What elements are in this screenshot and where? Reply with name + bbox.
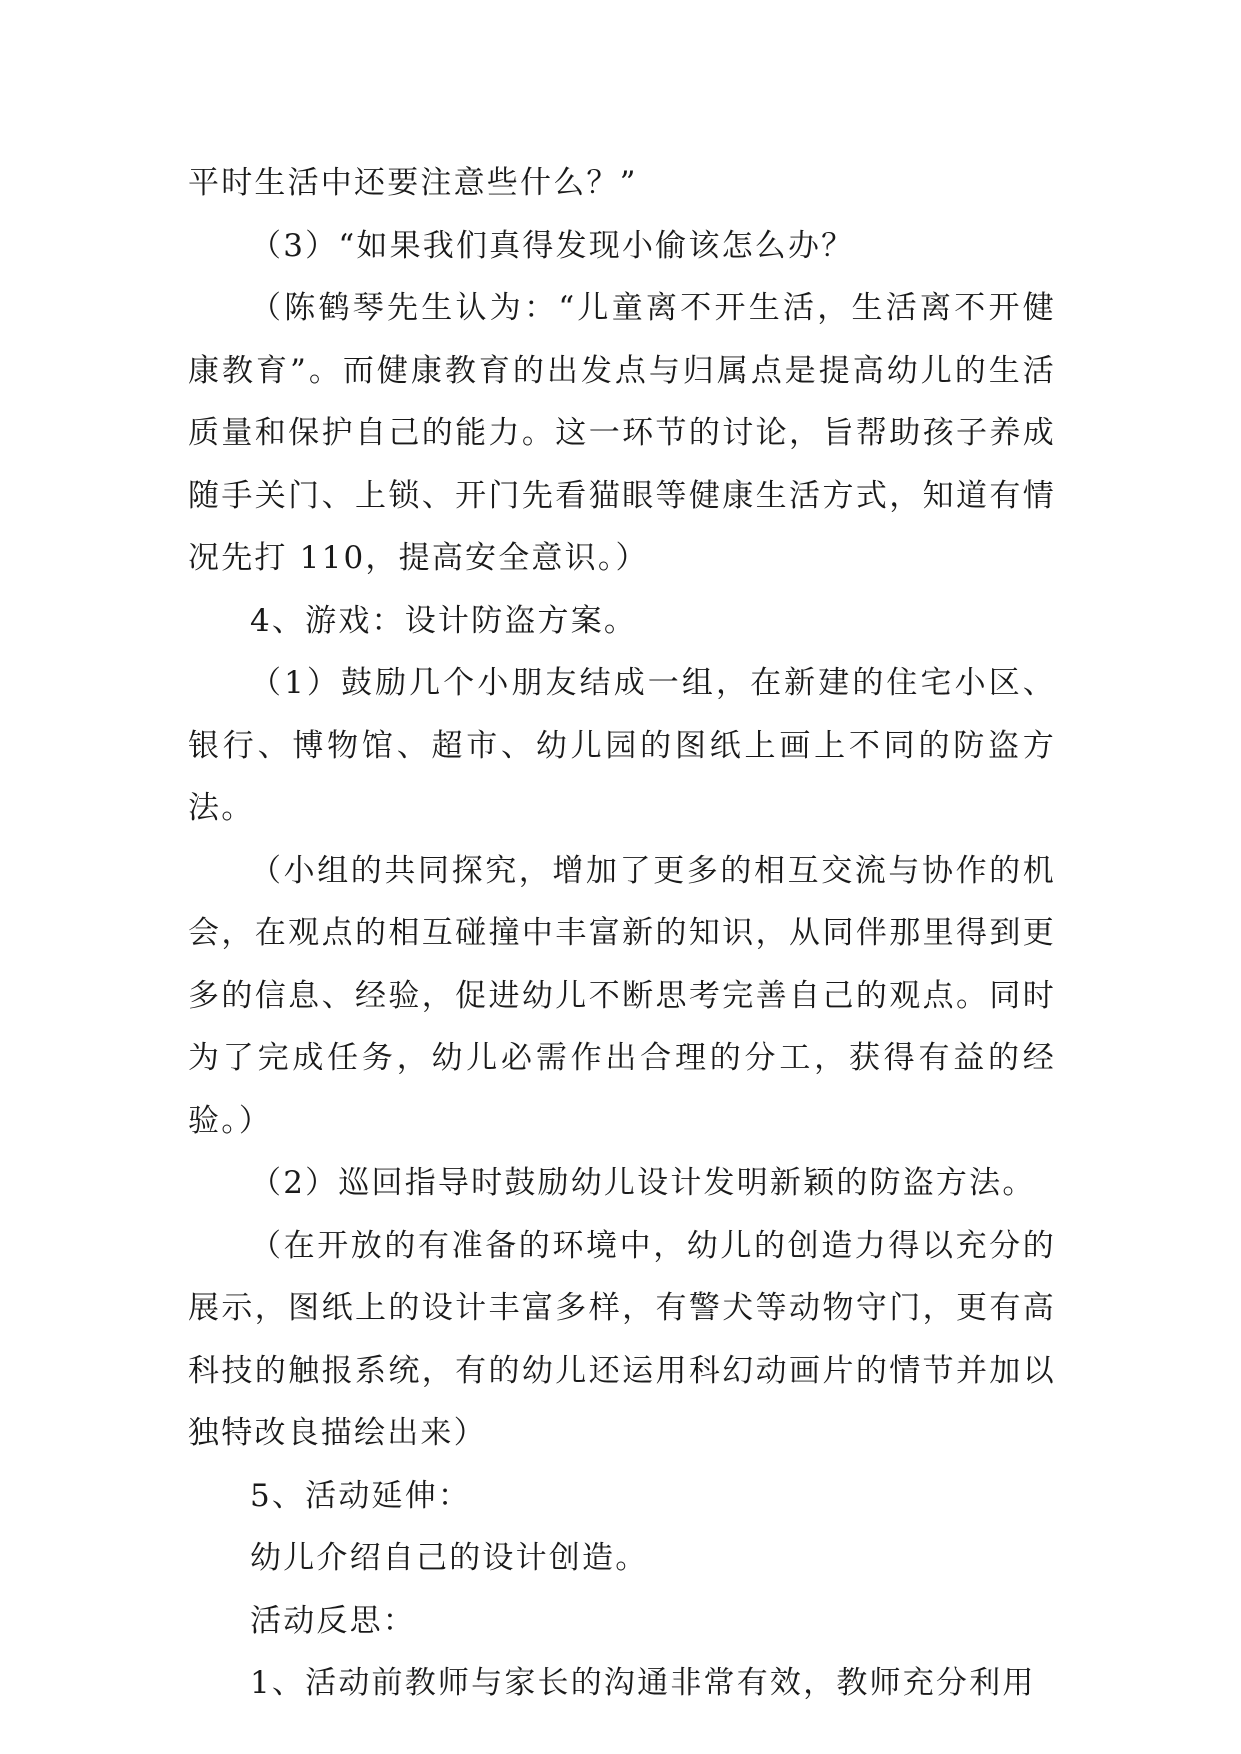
- paragraph-7: （2）巡回指导时鼓励幼儿设计发明新颖的防盗方法。: [250, 1165, 1036, 1201]
- paragraph-12: 1、活动前教师与家长的沟通非常有效，教师充分利用: [250, 1665, 1036, 1701]
- paragraph-11: 活动反思：: [250, 1602, 416, 1639]
- body-text: [188, 152, 1056, 1715]
- paragraph-9: 5、活动延伸：: [250, 1477, 472, 1514]
- paragraph-5: （1）鼓励几个小朋友结成一组，在新建的住宅小区、银行、博物馆、超市、幼儿园的图纸上画上不同的防盗方法。: [188, 665, 1056, 826]
- paragraph-1: 平时生活中还要注意些什么？”: [188, 165, 638, 201]
- paragraph-2: （3）“如果我们真得发现小偷该怎么办？: [250, 227, 855, 264]
- paragraph-6: （小组的共同探究，增加了更多的相互交流与协作的机会，在观点的相互碰撞中丰富新的知识，从同伴那里得到更多的信息、经验，促进幼儿不断思考完善自己的观点。同时为了完成任务，幼儿必需作出合理的分工，获得有益的经验。）: [188, 852, 1056, 1139]
- paragraph-8: （在开放的有准备的环境中，幼儿的创造力得以充分的展示，图纸上的设计丰富多样，有警犬等动物守门，更有高科技的触报系统，有的幼儿还运用科幻动画片的情节并加以独特改良描绘出来）: [188, 1227, 1056, 1451]
- paragraph-3: （陈鹤琴先生认为：“儿童离不开生活，生活离不开健康教育”。而健康教育的出发点与归属点是提高幼儿的生活质量和保护自己的能力。这一环节的讨论，旨帮助孩子养成随手关门、上锁、开门先看猫眼等健康生活方式，知道有情况先打 110，提高安全意识。）: [188, 290, 1056, 576]
- paragraph-4: 4、游戏：设计防盗方案。: [250, 602, 638, 639]
- paragraph-10: 幼儿介绍自己的设计创造。: [250, 1540, 649, 1576]
